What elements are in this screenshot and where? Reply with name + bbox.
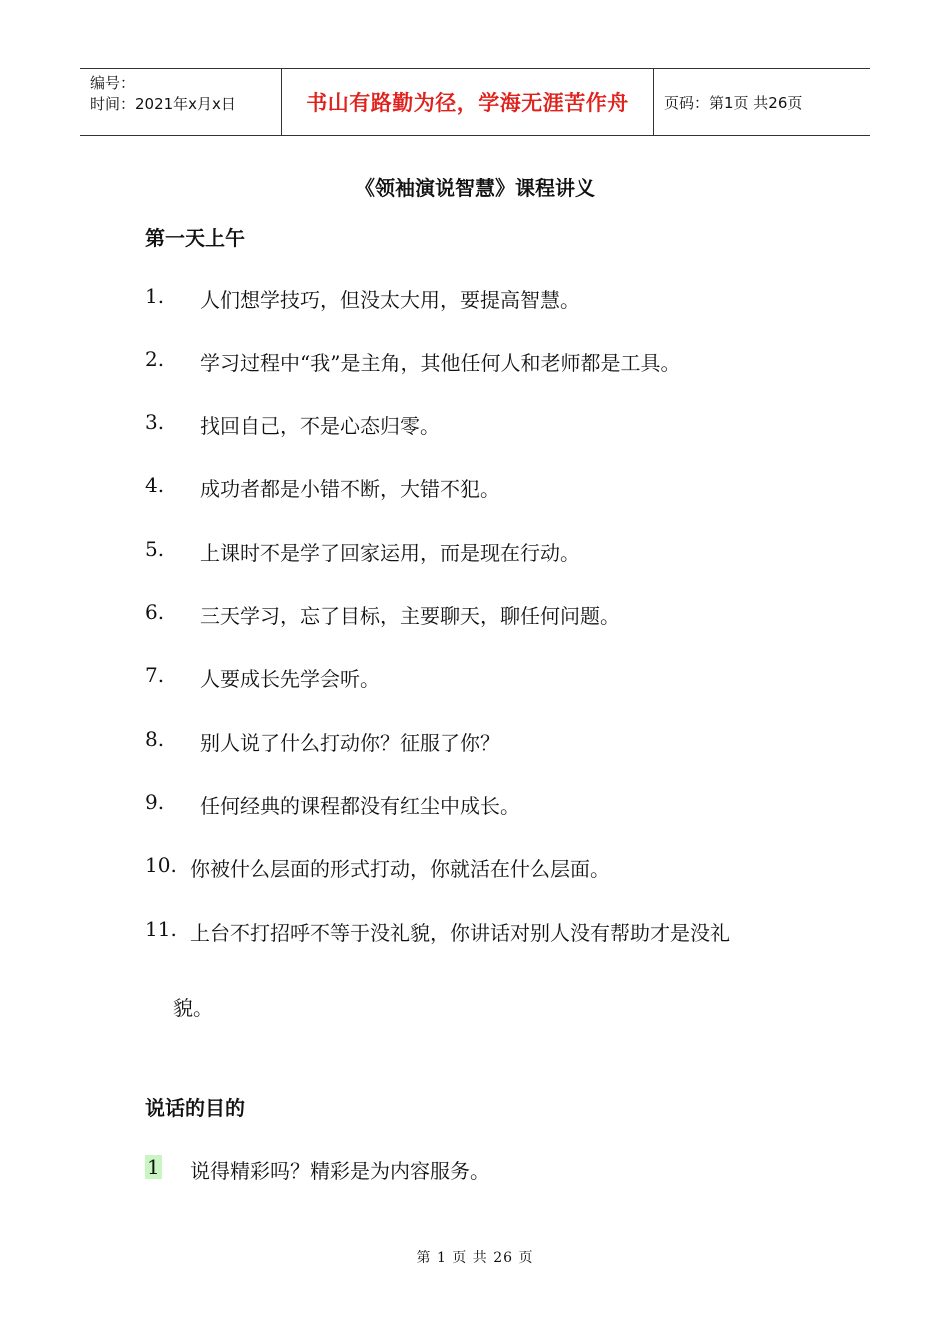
item-number: 10.	[145, 853, 177, 877]
item-number-highlighted: 1	[147, 1155, 160, 1179]
motto: 书山有路勤为径，学海无涯苦作舟	[306, 91, 629, 115]
list-item	[145, 600, 620, 628]
item-text: 人们想学技巧，但没太大用，要提高智慧。	[200, 288, 580, 312]
item-number: 2.	[145, 347, 165, 371]
item-number: 1.	[145, 284, 165, 308]
page-label: 页码：第1页 共26页	[664, 93, 803, 112]
list-item	[145, 853, 610, 881]
item-number: 4.	[145, 473, 165, 497]
item-number: 7.	[145, 663, 165, 687]
list-item	[145, 284, 580, 312]
list-item	[145, 727, 500, 755]
list-item	[145, 790, 520, 818]
item-text: 成功者都是小错不断，大错不犯。	[200, 477, 500, 501]
list-item	[145, 917, 730, 945]
item-number: 6.	[145, 600, 165, 624]
list-item	[145, 347, 681, 375]
item-text: 上台不打招呼不等于没礼貌，你讲话对别人没有帮助才是没礼	[190, 921, 730, 945]
item-text: 说得精彩吗？精彩是为内容服务。	[190, 1159, 490, 1183]
number-label: 编号：	[90, 74, 136, 92]
header-motto-cell	[281, 69, 654, 135]
item-number: 3.	[145, 410, 165, 434]
item-text: 找回自己，不是心态归零。	[200, 414, 440, 438]
list-item	[145, 1155, 490, 1183]
list-item	[145, 663, 380, 691]
document-title: 《领袖演说智慧》课程讲义	[355, 176, 595, 200]
page-footer: 第 1 页 共 26 页	[416, 1250, 534, 1266]
item-continuation: 貌。	[173, 996, 213, 1020]
item-text: 三天学习，忘了目标，主要聊天，聊任何问题。	[200, 604, 620, 628]
header-page-cell	[654, 69, 870, 135]
item-number: 9.	[145, 790, 165, 814]
item-text: 学习过程中“我”是主角，其他任何人和老师都是工具。	[200, 351, 681, 375]
item-text: 别人说了什么打动你？征服了你？	[200, 731, 500, 755]
date-label: 时间：2021年x月x日	[90, 95, 236, 113]
section-heading-purpose: 说话的目的	[145, 1096, 245, 1120]
header-table	[80, 68, 870, 136]
section-heading-day1: 第一天上午	[145, 226, 245, 250]
item-number: 8.	[145, 727, 165, 751]
list-item	[145, 473, 500, 501]
item-number: 5.	[145, 537, 165, 561]
header-meta	[80, 69, 281, 135]
item-text: 上课时不是学了回家运用，而是现在行动。	[200, 541, 580, 565]
list-item	[145, 537, 580, 565]
item-text: 任何经典的课程都没有红尘中成长。	[200, 794, 520, 818]
item-text: 你被什么层面的形式打动，你就活在什么层面。	[190, 857, 610, 881]
item-text: 人要成长先学会听。	[200, 667, 380, 691]
list-item	[145, 410, 440, 438]
item-number: 11.	[145, 917, 177, 941]
